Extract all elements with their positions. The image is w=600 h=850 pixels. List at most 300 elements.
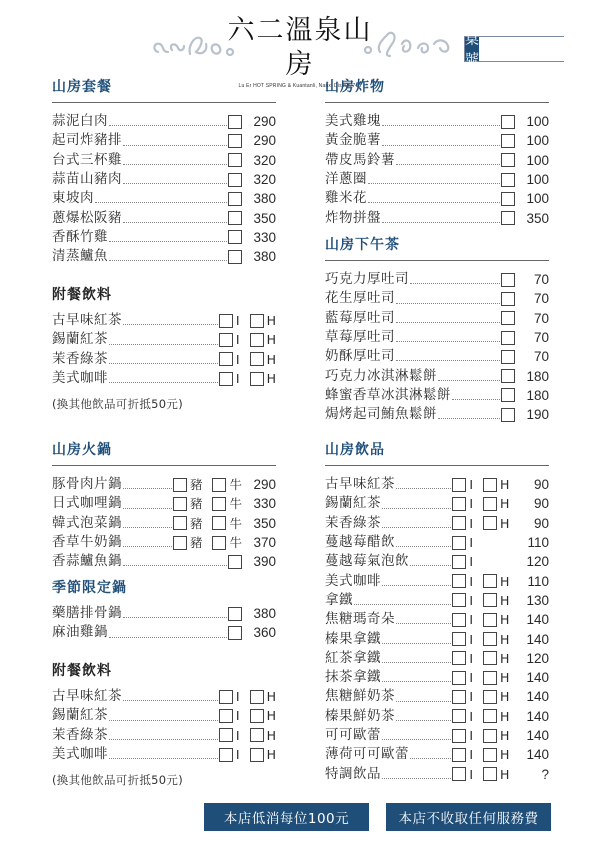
menu-item (325, 328, 549, 347)
item-checkbox[interactable] (501, 115, 515, 129)
hot-label: H (500, 592, 510, 608)
section-set-drinks (52, 285, 276, 412)
dot-leader (109, 739, 218, 740)
hot-label: H (500, 612, 510, 628)
iced-label: I (235, 371, 240, 387)
item-name: 焗烤起司鮪魚鬆餅 (325, 406, 437, 423)
pork-checkbox[interactable] (173, 478, 187, 492)
item-checkbox[interactable] (501, 388, 515, 402)
dot-leader (410, 758, 451, 759)
hot-label: H (266, 313, 276, 329)
iced-label: I (469, 592, 473, 608)
item-name: 巧克力冰淇淋鬆餅 (325, 367, 437, 384)
item-checkbox[interactable] (228, 115, 242, 129)
swirl-decoration-right-icon (362, 30, 457, 60)
item-name: 蒜苗山豬肉 (52, 171, 122, 188)
iced-label: I (469, 631, 473, 647)
item-name: 洋蔥圈 (325, 171, 367, 188)
item-name: 巧克力厚吐司 (325, 271, 409, 288)
iced-checkbox[interactable] (219, 372, 233, 386)
item-name: 古早味紅茶 (52, 688, 122, 705)
menu-item (52, 208, 276, 227)
item-price: 120 (526, 554, 549, 570)
item-name: 蔓越莓氣泡飲 (325, 553, 409, 570)
dot-leader (396, 303, 500, 304)
item-name: 榛果拿鐵 (325, 630, 381, 647)
item-checkbox[interactable] (228, 153, 242, 167)
restaurant-address: Lu Er HOT SPRING & Kuantanli, Nanxi District 715 (238, 83, 362, 89)
item-price: 350 (253, 515, 276, 531)
item-price: 140 (526, 747, 549, 763)
section-title: 山房火鍋 (52, 442, 112, 458)
hot-checkbox[interactable] (250, 372, 264, 386)
item-name: 可可歐蕾 (325, 727, 381, 743)
item-name: 帶皮馬鈴薯 (325, 151, 395, 168)
drink-item (52, 311, 276, 330)
section-title: 山房飲品 (325, 442, 385, 458)
dot-leader (382, 585, 451, 586)
menu-item (325, 270, 549, 289)
hot-checkbox[interactable] (483, 516, 497, 530)
item-name: 藍莓厚吐司 (325, 309, 395, 326)
hotpot-item (52, 475, 276, 494)
iced-label: I (469, 650, 473, 666)
iced-label: I (469, 477, 473, 493)
section-drinks (325, 440, 549, 784)
iced-label: I (469, 573, 473, 589)
dot-leader (410, 283, 500, 284)
item-checkbox[interactable] (501, 311, 515, 325)
dot-leader (123, 617, 227, 618)
iced-checkbox[interactable] (219, 709, 233, 723)
iced-checkbox[interactable] (452, 593, 466, 607)
item-price: 100 (526, 114, 549, 130)
menu-item (325, 189, 549, 208)
menu-item (52, 604, 276, 623)
hotpot-item (52, 514, 276, 533)
hot-checkbox[interactable] (483, 690, 497, 704)
item-name: 美式咖啡 (52, 746, 108, 763)
hot-checkbox[interactable] (483, 748, 497, 762)
dot-leader (123, 565, 227, 566)
section-title: 附餐飲料 (52, 287, 112, 303)
hot-checkbox[interactable] (250, 690, 264, 704)
hot-label: H (500, 747, 510, 763)
dot-leader (95, 202, 227, 203)
drink-item (52, 369, 276, 388)
item-name: 美式雞塊 (325, 113, 381, 130)
item-checkbox[interactable] (501, 153, 515, 167)
iced-checkbox[interactable] (219, 352, 233, 366)
beef-label: 牛 (229, 515, 242, 531)
iced-label: I (469, 689, 473, 705)
item-checkbox[interactable] (501, 173, 515, 187)
item-checkbox[interactable] (228, 230, 242, 244)
item-name: 香酥竹雞 (52, 228, 108, 245)
iced-label: I (469, 747, 473, 763)
item-checkbox[interactable] (501, 211, 515, 225)
menu-item (52, 170, 276, 189)
hot-checkbox[interactable] (250, 314, 264, 328)
item-name: 薄荷可可歐蕾 (325, 746, 409, 763)
section-divider (52, 465, 276, 466)
iced-label: I (469, 670, 473, 686)
dot-leader (123, 164, 227, 165)
drink-item (52, 706, 276, 725)
hot-checkbox[interactable] (483, 767, 497, 781)
menu-item (52, 151, 276, 170)
dot-leader (382, 643, 451, 644)
dot-leader (410, 565, 451, 566)
dot-leader (123, 546, 172, 547)
item-name: 起司炸豬排 (52, 132, 122, 149)
dot-leader (382, 125, 500, 126)
section-divider (325, 102, 549, 103)
item-name: 錫蘭紅茶 (52, 707, 108, 724)
item-price: 360 (253, 625, 276, 641)
iced-checkbox[interactable] (452, 516, 466, 530)
dot-leader (396, 360, 500, 361)
table-number-input[interactable] (479, 37, 600, 61)
item-price: 290 (253, 133, 276, 149)
item-price: 130 (526, 592, 549, 608)
menu-item (325, 366, 549, 385)
item-price: 370 (253, 535, 276, 551)
hotpot-item (52, 533, 276, 552)
beef-checkbox[interactable] (212, 536, 226, 550)
iced-checkbox[interactable] (452, 709, 466, 723)
hot-checkbox[interactable] (483, 478, 497, 492)
iced-checkbox[interactable] (219, 314, 233, 328)
item-price: 320 (253, 152, 276, 168)
menu-item (325, 170, 549, 189)
item-price: 180 (526, 387, 549, 403)
hot-checkbox[interactable] (483, 593, 497, 607)
hot-label: H (266, 708, 276, 724)
item-checkbox[interactable] (501, 331, 515, 345)
section-afternoon-tea (325, 235, 549, 424)
menu-item (325, 347, 549, 366)
item-checkbox[interactable] (228, 192, 242, 206)
drink-item (325, 533, 549, 552)
dot-leader (123, 145, 227, 146)
iced-label: I (235, 689, 240, 705)
drink-item (325, 494, 549, 513)
pork-checkbox[interactable] (173, 516, 187, 530)
drink-item (325, 629, 549, 648)
item-price: 350 (526, 210, 549, 226)
item-name: 榛果鮮奶茶 (325, 707, 395, 724)
item-checkbox[interactable] (228, 250, 242, 264)
hot-checkbox[interactable] (483, 709, 497, 723)
item-checkbox[interactable] (501, 192, 515, 206)
item-price: 140 (526, 612, 549, 628)
hot-label: H (500, 515, 510, 531)
section-hotpot-drinks (52, 661, 276, 788)
hot-label: H (266, 689, 276, 705)
hot-label: H (500, 496, 510, 512)
item-name: 黃金脆薯 (325, 132, 381, 149)
iced-label: I (469, 708, 473, 724)
item-price: 390 (253, 554, 276, 570)
dot-leader (396, 341, 500, 342)
iced-checkbox[interactable] (452, 651, 466, 665)
menu-item (52, 112, 276, 131)
dot-leader (396, 701, 451, 702)
pork-checkbox[interactable] (173, 497, 187, 511)
dot-leader (382, 527, 451, 528)
iced-label: I (235, 747, 240, 763)
drink-item (325, 514, 549, 533)
item-price: ? (541, 766, 549, 782)
hot-checkbox[interactable] (483, 729, 497, 743)
dot-leader (396, 546, 451, 547)
item-price: 290 (253, 477, 276, 493)
item-name: 麻油雞鍋 (52, 624, 108, 641)
drink-item (325, 571, 549, 590)
drink-item (325, 707, 549, 726)
menu-item (325, 112, 549, 131)
item-name: 豚骨肉片鍋 (52, 476, 122, 493)
item-name: 錫蘭紅茶 (52, 331, 108, 348)
item-price: 110 (527, 573, 549, 589)
hot-label: H (266, 727, 276, 743)
drink-item (52, 330, 276, 349)
hot-checkbox[interactable] (250, 728, 264, 742)
drink-item (325, 726, 549, 745)
hot-label: H (266, 747, 276, 763)
menu-item (325, 151, 549, 170)
pork-checkbox[interactable] (173, 536, 187, 550)
iced-checkbox[interactable] (452, 555, 466, 569)
section-title: 季節限定鍋 (52, 580, 127, 596)
dot-leader (109, 241, 227, 242)
item-name: 炸物拼盤 (325, 209, 381, 226)
item-price: 330 (253, 229, 276, 245)
item-price: 100 (526, 172, 549, 188)
iced-checkbox[interactable] (219, 748, 233, 762)
dot-leader (396, 623, 451, 624)
iced-checkbox[interactable] (452, 690, 466, 704)
section-divider (325, 465, 549, 466)
item-name: 焦糖鮮奶茶 (325, 688, 395, 705)
hot-checkbox[interactable] (250, 709, 264, 723)
hot-label: H (500, 477, 510, 493)
table-number-label: 桌號 (465, 32, 479, 68)
item-price: 90 (533, 477, 549, 493)
section-divider (325, 260, 549, 261)
section-seasonal (52, 578, 276, 643)
dot-leader (109, 758, 218, 759)
iced-label: I (235, 727, 240, 743)
beef-checkbox[interactable] (212, 478, 226, 492)
item-checkbox[interactable] (501, 369, 515, 383)
drink-note: (換其他飲品可折抵50元) (52, 397, 184, 412)
item-price: 380 (253, 191, 276, 207)
iced-checkbox[interactable] (452, 478, 466, 492)
drink-item (52, 687, 276, 706)
item-name: 蔥爆松阪豬 (52, 209, 122, 226)
item-checkbox[interactable] (228, 211, 242, 225)
item-checkbox[interactable] (501, 134, 515, 148)
item-price: 90 (533, 496, 549, 512)
section-fried (325, 77, 549, 228)
item-name: 蜂蜜香草冰淇淋鬆餅 (325, 386, 451, 403)
drinks-list (325, 475, 549, 784)
dot-leader (452, 399, 500, 400)
section-title: 山房炸物 (325, 79, 385, 95)
dot-leader (382, 739, 451, 740)
dot-leader (438, 418, 500, 419)
dot-leader (382, 681, 451, 682)
iced-label: I (469, 515, 473, 531)
item-name: 拿鐵 (325, 591, 353, 608)
dot-leader (123, 527, 172, 528)
dot-leader (123, 222, 227, 223)
item-checkbox[interactable] (228, 173, 242, 187)
item-price: 380 (253, 249, 276, 265)
drink-note: (換其他飲品可折抵50元) (52, 773, 184, 788)
dot-leader (382, 222, 500, 223)
item-name: 茉香綠茶 (52, 726, 108, 743)
section-divider (52, 102, 276, 103)
iced-checkbox[interactable] (219, 333, 233, 347)
item-price: 120 (526, 650, 549, 666)
iced-label: I (469, 728, 473, 743)
dot-leader (438, 380, 500, 381)
item-checkbox[interactable] (501, 273, 515, 287)
section-title: 山房下午茶 (325, 237, 400, 253)
item-price: 290 (253, 114, 276, 130)
hot-checkbox[interactable] (483, 497, 497, 511)
item-name: 香蒜鱸魚鍋 (52, 553, 122, 570)
drink-item (325, 475, 549, 494)
drink-item (52, 350, 276, 369)
iced-label: I (469, 612, 473, 628)
item-name: 日式咖哩鍋 (52, 495, 122, 512)
item-name: 雞米花 (325, 190, 367, 207)
beef-label: 牛 (229, 535, 242, 551)
dot-leader (382, 508, 451, 509)
hot-checkbox[interactable] (483, 632, 497, 646)
item-price: 70 (533, 291, 549, 307)
hot-label: H (500, 670, 510, 686)
drink-item (325, 745, 549, 764)
hot-checkbox[interactable] (483, 613, 497, 627)
hot-checkbox[interactable] (483, 574, 497, 588)
item-price: 70 (533, 330, 549, 346)
iced-label: I (235, 708, 240, 724)
menu-item (52, 228, 276, 247)
iced-checkbox[interactable] (452, 767, 466, 781)
item-price: 180 (526, 368, 549, 384)
item-price: 70 (533, 272, 549, 288)
dot-leader (109, 720, 218, 721)
item-price: 90 (533, 515, 549, 531)
item-checkbox[interactable] (228, 607, 242, 621)
drink-item (325, 764, 549, 783)
item-name: 焦糖瑪奇朵 (325, 611, 395, 628)
iced-checkbox[interactable] (452, 671, 466, 685)
iced-checkbox[interactable] (452, 574, 466, 588)
beef-label: 牛 (229, 496, 242, 512)
item-checkbox[interactable] (228, 134, 242, 148)
iced-checkbox[interactable] (452, 748, 466, 762)
item-name: 蔓越莓醋飲 (325, 534, 395, 551)
iced-checkbox[interactable] (452, 536, 466, 550)
item-name: 古早味紅茶 (52, 312, 122, 329)
drink-item (325, 610, 549, 629)
iced-checkbox[interactable] (452, 497, 466, 511)
item-name: 蒜泥白肉 (52, 113, 108, 130)
table-number-field[interactable] (464, 32, 564, 68)
item-checkbox[interactable] (501, 350, 515, 364)
pork-label: 豬 (189, 515, 203, 531)
item-checkbox[interactable] (228, 626, 242, 640)
dot-leader (109, 344, 218, 345)
dot-leader (382, 145, 500, 146)
dot-leader (368, 202, 500, 203)
item-name: 香草牛奶鍋 (52, 534, 122, 551)
min-charge-notice: 本店低消每位100元 (204, 803, 369, 831)
menu-item (325, 309, 549, 328)
iced-checkbox[interactable] (452, 729, 466, 743)
item-name: 茉香綠茶 (325, 514, 381, 531)
hot-label: H (500, 573, 510, 589)
item-name: 奶酥厚吐司 (325, 348, 395, 365)
item-checkbox[interactable] (228, 555, 242, 569)
dot-leader (109, 382, 218, 383)
hot-checkbox[interactable] (483, 671, 497, 685)
dot-leader (396, 164, 500, 165)
item-name: 茉香綠茶 (52, 350, 108, 367)
hot-checkbox[interactable] (483, 651, 497, 665)
hot-checkbox[interactable] (250, 748, 264, 762)
iced-checkbox[interactable] (452, 632, 466, 646)
item-price: 140 (526, 670, 549, 686)
beef-checkbox[interactable] (212, 497, 226, 511)
pork-label: 豬 (189, 496, 203, 512)
item-checkbox[interactable] (501, 408, 515, 422)
item-checkbox[interactable] (501, 292, 515, 306)
item-price: 140 (526, 728, 549, 743)
hot-checkbox[interactable] (250, 352, 264, 366)
item-price: 110 (527, 535, 549, 551)
item-name: 花生厚吐司 (325, 290, 395, 307)
item-price: 140 (526, 708, 549, 724)
menu-item (52, 247, 276, 266)
hot-label: H (500, 689, 510, 705)
item-price: 100 (526, 191, 549, 207)
iced-label: I (235, 332, 240, 348)
item-price: 100 (526, 133, 549, 149)
dot-leader (123, 700, 218, 701)
restaurant-name: 六二溫泉山房 (227, 15, 373, 80)
dot-leader (109, 363, 218, 364)
menu-item (52, 131, 276, 150)
item-price: 190 (526, 407, 549, 423)
drink-item (52, 726, 276, 745)
iced-checkbox[interactable] (219, 690, 233, 704)
beef-checkbox[interactable] (212, 516, 226, 530)
dot-leader (382, 662, 451, 663)
iced-checkbox[interactable] (452, 613, 466, 627)
hot-label: H (266, 351, 276, 367)
beef-label: 牛 (229, 477, 242, 493)
hot-checkbox[interactable] (250, 333, 264, 347)
item-name: 草莓厚吐司 (325, 329, 395, 346)
iced-checkbox[interactable] (219, 728, 233, 742)
